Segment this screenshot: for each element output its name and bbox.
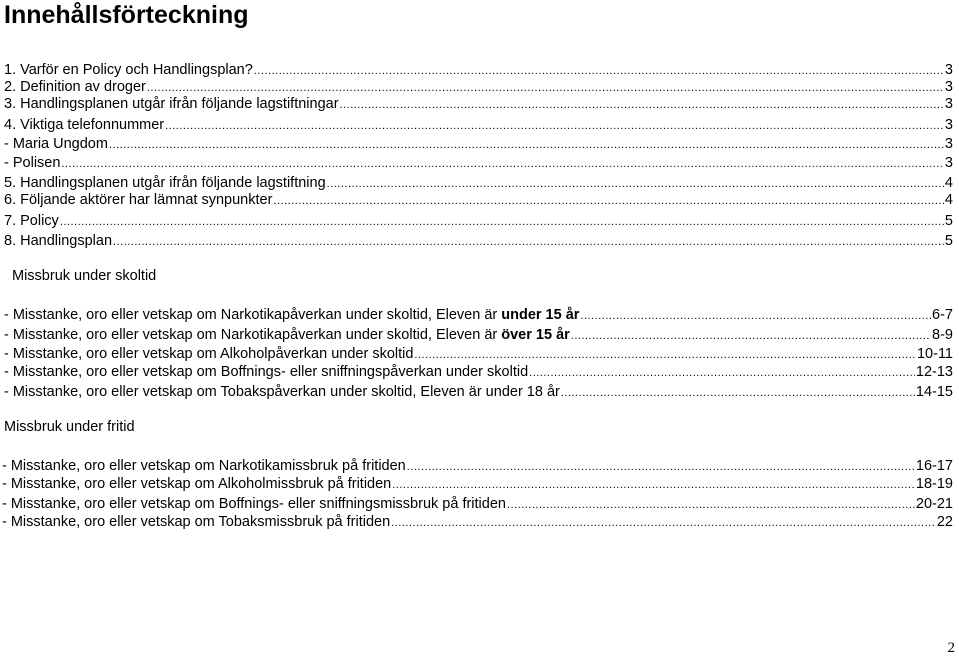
dot-leader [407, 459, 915, 476]
dot-leader [109, 137, 944, 154]
toc-entry-label: - Misstanke, oro eller vetskap om Boffnings- eller sniffningsmissbruk på fritiden [2, 496, 506, 512]
toc-entry-label: 2. Definition av droger [4, 79, 146, 95]
toc-entry-label: - Misstanke, oro eller vetskap om Tobaksmissbruk på fritiden [2, 514, 391, 530]
section-heading-leisure: Missbruk under fritid [4, 419, 135, 435]
toc-entry[interactable] [2, 496, 953, 514]
toc-entry-page: 22 [936, 514, 953, 530]
toc-entry-page: 18-19 [915, 476, 953, 492]
toc-entry-label: - Polisen [4, 155, 61, 171]
dot-leader [254, 63, 944, 80]
toc-entry[interactable] [4, 307, 953, 325]
toc-entry-page: 6-7 [932, 307, 953, 323]
toc-entry-page: 4 [944, 175, 953, 191]
dot-leader [60, 214, 944, 231]
toc-entry[interactable] [2, 476, 953, 494]
toc-entry[interactable] [2, 514, 953, 532]
toc-entry-page: 5 [944, 233, 953, 249]
toc-entry-page: 12-13 [915, 364, 953, 380]
dot-leader [147, 80, 944, 97]
toc-entry[interactable] [4, 327, 953, 345]
toc-entry-label: - Misstanke, oro eller vetskap om Narkotikapåverkan under skoltid, Eleven är över 15 år [4, 327, 570, 343]
toc-entry[interactable] [4, 79, 953, 97]
toc-entry-page: 20-21 [915, 496, 953, 512]
dot-leader [113, 234, 944, 251]
toc-entry-label: - Misstanke, oro eller vetskap om Tobakspåverkan under skoltid, Eleven är under 18 år [4, 384, 560, 400]
toc-entry[interactable] [4, 175, 953, 193]
toc-entry-page: 3 [944, 136, 953, 152]
toc-entry-label: - Misstanke, oro eller vetskap om Alkoholmissbruk på fritiden [2, 476, 392, 492]
dot-leader [561, 385, 915, 402]
dot-leader [165, 118, 944, 135]
dot-leader [414, 347, 916, 364]
toc-entry[interactable] [2, 458, 953, 476]
dot-leader [273, 193, 944, 210]
toc-entry-label: 7. Policy [4, 213, 59, 229]
toc-entry-label: 8. Handlingsplan [4, 233, 113, 249]
section-heading-school: Missbruk under skoltid [12, 268, 157, 284]
dot-leader [580, 308, 931, 325]
toc-entry-page: 14-15 [915, 384, 953, 400]
dot-leader [340, 97, 944, 114]
toc-entry[interactable] [4, 364, 953, 382]
dot-leader [507, 497, 915, 514]
toc-entry-label: - Misstanke, oro eller vetskap om Narkotikapåverkan under skoltid, Eleven är under 15 år [4, 307, 580, 323]
toc-entry-page: 8-9 [932, 327, 953, 343]
toc-entry-label: - Maria Ungdom [4, 136, 108, 152]
toc-entry-page: 10-11 [916, 346, 953, 362]
toc-entry-page: 3 [944, 155, 953, 171]
dot-leader [61, 156, 944, 173]
toc-entry-label: - Misstanke, oro eller vetskap om Narkotikamissbruk på fritiden [2, 458, 406, 474]
toc-entry-page: 16-17 [915, 458, 953, 474]
toc-entry[interactable] [4, 62, 953, 80]
toc-entry-page: 4 [944, 192, 953, 208]
dot-leader [529, 365, 915, 382]
toc-entry-label: 4. Viktiga telefonnummer [4, 117, 165, 133]
toc-entry[interactable] [4, 136, 953, 154]
toc-entry[interactable] [4, 346, 953, 364]
toc-entry-page: 3 [944, 96, 953, 112]
toc-entry-page: 3 [944, 79, 953, 95]
toc-entry-label: 3. Handlingsplanen utgår ifrån följande lagstiftningar [4, 96, 339, 112]
toc-entry-label: 6. Följande aktörer har lämnat synpunkter [4, 192, 273, 208]
toc-entry[interactable] [4, 384, 953, 402]
toc-entry-label: 1. Varför en Policy och Handlingsplan? [4, 62, 253, 78]
toc-entry-page: 5 [944, 213, 953, 229]
toc-entry[interactable] [4, 155, 953, 173]
dot-leader [327, 176, 944, 193]
toc-entry[interactable] [4, 233, 953, 251]
page-title: Innehållsförteckning [4, 1, 249, 29]
toc-entry[interactable] [4, 117, 953, 135]
toc-entry-label: 5. Handlingsplanen utgår ifrån följande lagstiftning [4, 175, 326, 191]
dot-leader [392, 477, 915, 494]
toc-entry-label: - Misstanke, oro eller vetskap om Alkoholpåverkan under skoltid [4, 346, 414, 362]
toc-entry-page: 3 [944, 117, 953, 133]
toc-entry-page: 3 [944, 62, 953, 78]
toc-entry[interactable] [4, 213, 953, 231]
toc-entry[interactable] [4, 192, 953, 210]
toc-entry-label: - Misstanke, oro eller vetskap om Boffnings- eller sniffningspåverkan under skoltid [4, 364, 529, 380]
toc-entry[interactable] [4, 96, 953, 114]
page-number: 2 [947, 640, 955, 656]
dot-leader [571, 328, 931, 345]
dot-leader [391, 515, 936, 532]
